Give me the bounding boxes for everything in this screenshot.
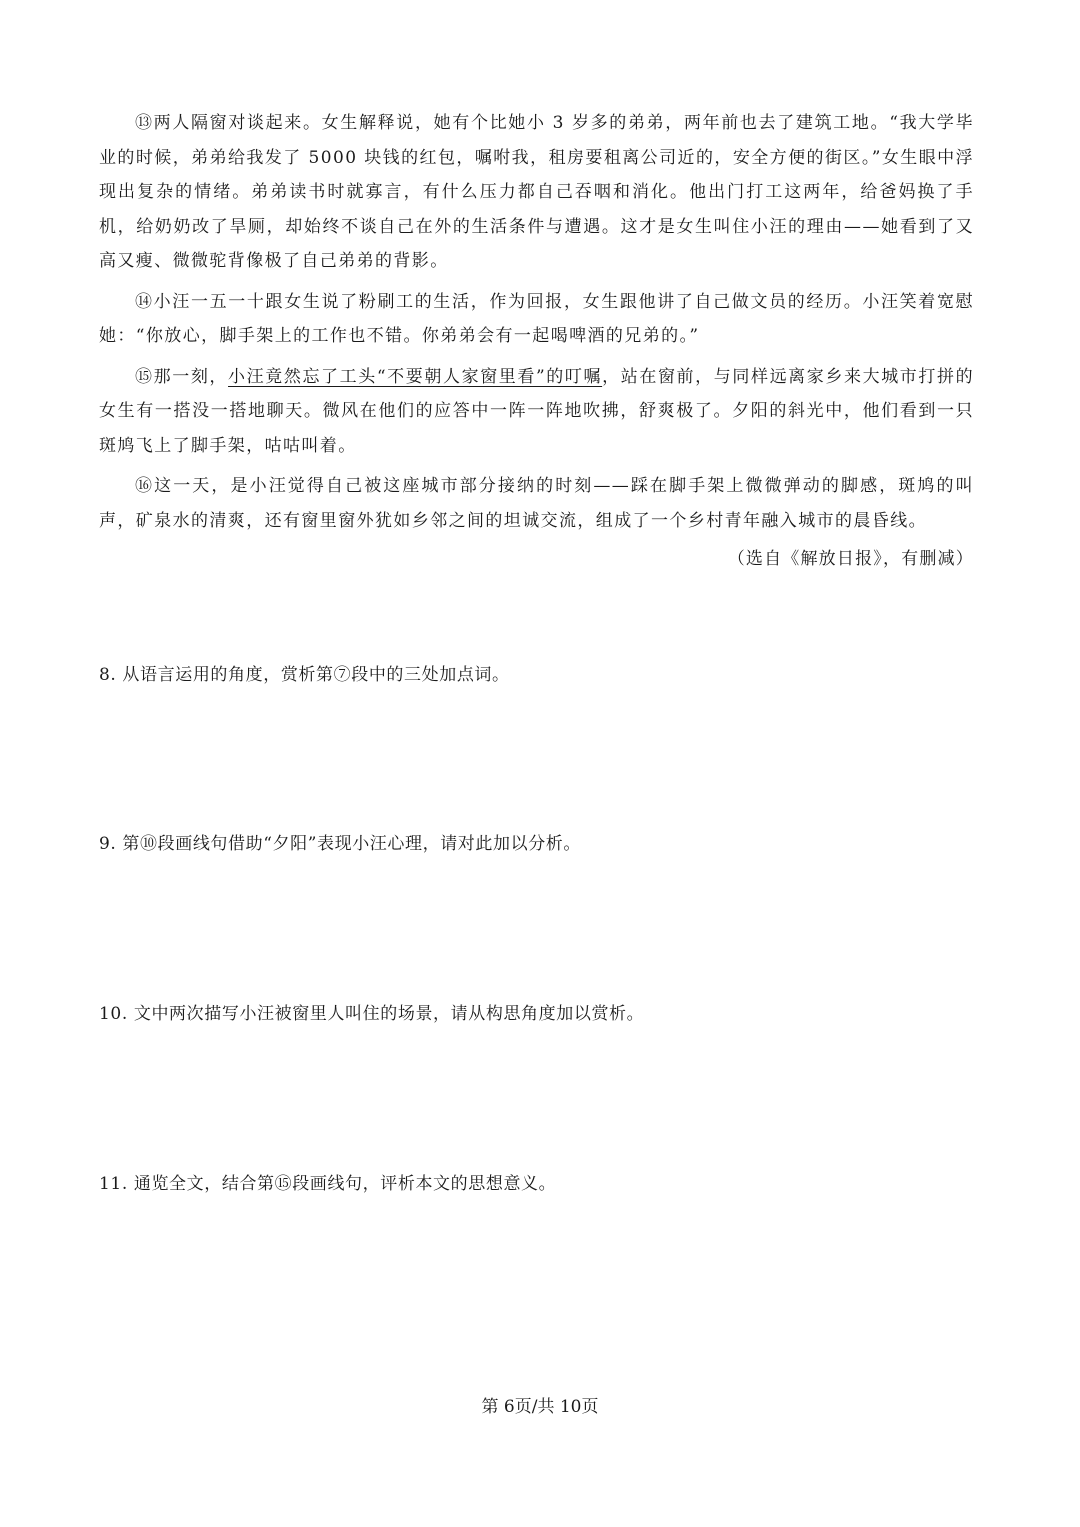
reading-passage bbox=[99, 106, 974, 576]
question-9-text: 第⑩段画线句借助“夕阳”表现小汪心理，请对此加以分析。 bbox=[122, 834, 582, 854]
paragraph-15-rest: ，站在窗前，与同样远离家乡来大城市打拼的女生有一搭没一搭地聊天。微风在他们的应答中一阵一阵地吹拂，舒爽极了。夕阳的斜光中，他们看到一只斑鸠飞上了脚手架，咕咕叫着。 bbox=[99, 366, 975, 456]
question-9-number: 9. bbox=[99, 834, 117, 854]
underlined-sentence: 小汪竟然忘了工头“不要朝人家窗里看”的叮嘱 bbox=[228, 366, 603, 387]
question-11-number: 11. bbox=[99, 1174, 128, 1194]
question-10-number: 10. bbox=[99, 1004, 128, 1024]
source-citation: （选自《解放日报》，有删减） bbox=[727, 549, 974, 569]
question-9 bbox=[99, 830, 974, 858]
question-8 bbox=[99, 661, 974, 689]
paragraph-13: ⑬两人隔窗对谈起来。女生解释说，她有个比她小 3 岁多的弟弟，两年前也去了建筑工地。“我大学毕业的时候，弟弟给我发了 5000 块钱的红包，嘱咐我，租房要租离公司近的，安全方便的街区。”女生眼中浮现出复杂的情绪。弟弟读书时就寡言，有什么压力都自己吞咽和消化。他出门打工这两年，给爸妈换了手机，给奶奶改了旱厕，却始终不谈自己在外的生活条件与遭遇。这才是女生叫住小汪的理由——她看到了又高又瘦、微微驼背像极了自己弟弟的背影。 bbox=[99, 113, 974, 271]
question-11 bbox=[99, 1170, 974, 1198]
paragraph-16: ⑯这一天，是小汪觉得自己被这座城市部分接纳的时刻——踩在脚手架上微微弹动的脚感，斑鸠的叫声，矿泉水的清爽，还有窗里窗外犹如乡邻之间的坦诚交流，组成了一个乡村青年融入城市的晨昏线。 bbox=[99, 476, 974, 531]
paragraph-14: ⑭小汪一五一十跟女生说了粉刷工的生活，作为回报，女生跟他讲了自己做文员的经历。小汪笑着宽慰她：“你放心，脚手架上的工作也不错。你弟弟会有一起喝啤酒的兄弟的。” bbox=[99, 291, 974, 346]
paragraph-15 bbox=[99, 360, 974, 464]
question-10 bbox=[99, 1000, 974, 1028]
question-8-text: 从语言运用的角度，赏析第⑦段中的三处加点词。 bbox=[122, 665, 510, 685]
question-8-number: 8. bbox=[99, 665, 117, 685]
paragraph-15-start: ⑮那一刻， bbox=[135, 366, 229, 387]
question-11-text: 通览全文，结合第⑮段画线句，评析本文的思想意义。 bbox=[133, 1174, 557, 1194]
question-10-text: 文中两次描写小汪被窗里人叫住的场景，请从构思角度加以赏析。 bbox=[133, 1004, 645, 1024]
page-number-footer: 第 6页/共 10页 bbox=[481, 1397, 599, 1417]
